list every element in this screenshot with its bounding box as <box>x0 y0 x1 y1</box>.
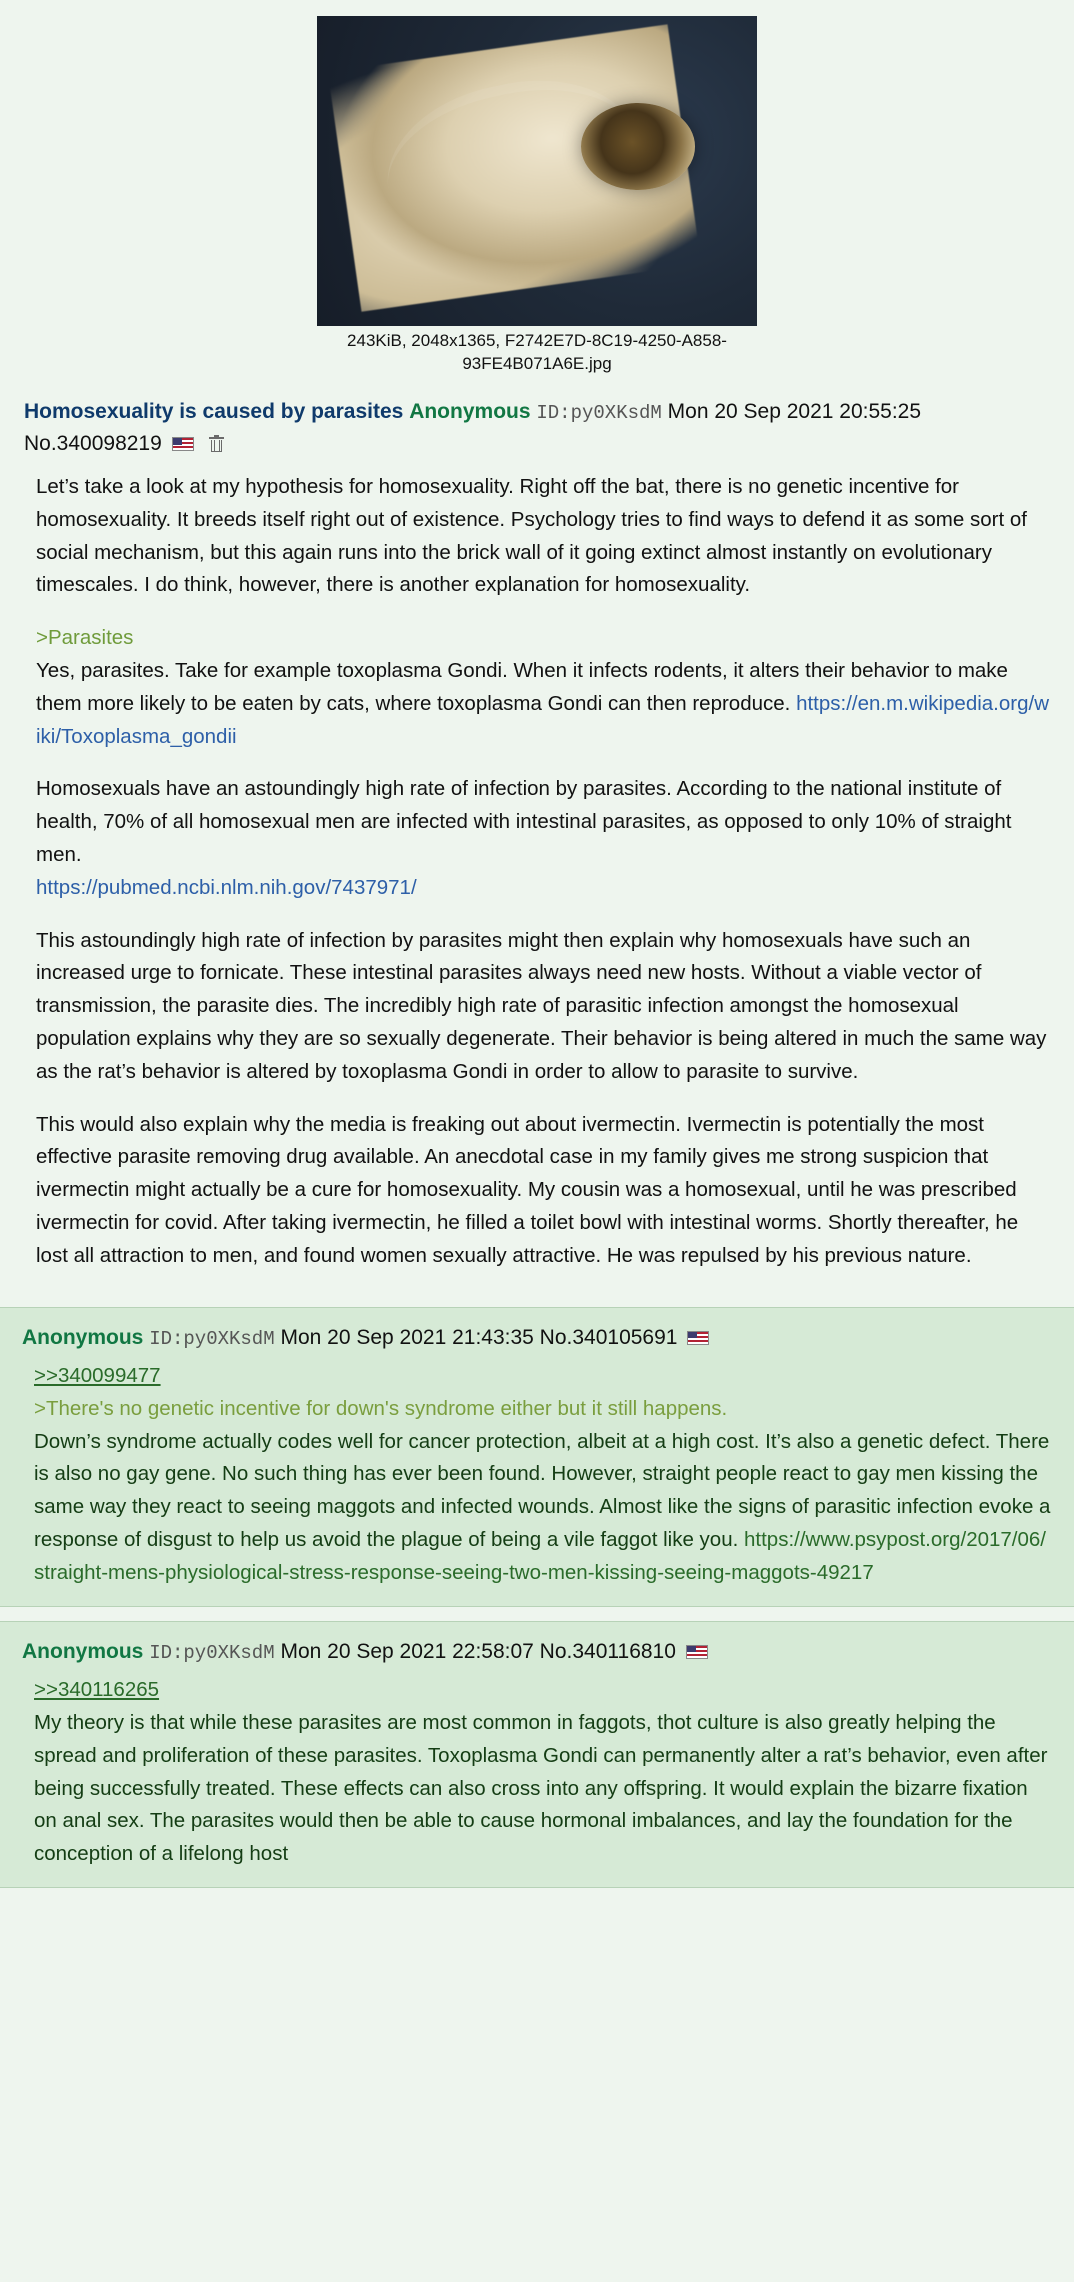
greentext-line: >There's no genetic incentive for down's syndrome either but it still happens. <box>34 1396 728 1420</box>
op-post-body <box>36 471 1050 1273</box>
op-post <box>0 380 1074 1293</box>
reply-text <box>34 1426 1052 1590</box>
psypost-link[interactable]: https://www.psypost.org/2017/06/straight-mens-physiological-stress-response-seeing-two-men-kissing-seeing-maggots-49217 <box>34 1528 1046 1584</box>
op-paragraph-4: This astoundingly high rate of infection by parasites might then explain why homosexuals have such an increased urge to fornicate. These intestinal parasites always need new hosts. Without a viable vector of transmission, the parasite dies. The incredibly high rate of parasitic infection amongst the homosexual population explains why they are so sexually degenerate. Their behavior is being altered in much the same way as the rat’s behavior is altered by toxoplasma Gondi in order to allow to parasite to survive. <box>36 928 1047 1083</box>
post-author-name: Anonymous <box>409 399 531 423</box>
op-paragraph-3 <box>36 773 1050 904</box>
us-flag-icon <box>687 1331 709 1345</box>
post-number-link[interactable]: No.340105691 <box>539 1325 678 1349</box>
post-number-link[interactable]: No.340116810 <box>539 1639 676 1663</box>
post-author-name: Anonymous <box>22 1639 144 1663</box>
pubmed-link[interactable]: https://pubmed.ncbi.nlm.nih.gov/7437971/ <box>36 875 417 899</box>
post-date: Mon 20 Sep 2021 21:43:35 <box>280 1325 534 1349</box>
post-date: Mon 20 Sep 2021 22:58:07 <box>280 1639 534 1663</box>
poster-id[interactable]: ID:py0XKsdM <box>149 1327 275 1350</box>
op-file-block <box>0 16 1074 380</box>
poster-id[interactable]: ID:py0XKsdM <box>149 1641 275 1664</box>
op-image-thumbnail[interactable] <box>317 16 757 326</box>
reply-post-body <box>34 1674 1052 1871</box>
reply-post <box>0 1621 1074 1888</box>
post-author-name: Anonymous <box>22 1325 144 1349</box>
op-paragraph-5: This would also explain why the media is freaking out about ivermectin. Ivermectin is potentially the most effective parasite removing drug available. An anecdotal case in my family gives me strong suspicion that ivermectin might actually be a cure for homosexuality. My cousin was a homosexual, until he was prescribed ivermectin for covid. After taking ivermectin, he filled a toilet bowl with intestinal worms. Shortly thereafter, he lost all attraction to men, and found women sexually attractive. He was repulsed by his previous nature. <box>36 1112 1019 1267</box>
op-paragraph-2-text: Yes, parasites. Take for example toxoplasma Gondi. When it infects rodents, it alters their behavior to make them more likely to be eaten by cats, where toxoplasma Gondi can then reproduce. <box>36 658 1008 715</box>
op-paragraph-1: Let’s take a look at my hypothesis for homosexuality. Right off the bat, there is no genetic incentive for homosexuality. It breeds itself right out of existence. Psychology tries to find ways to defend it as some sort of social mechanism, but this again runs into the brick wall of it going extinct almost instantly on evolutionary timescales. I do think, however, there is another explanation for homosexuality. <box>36 474 1027 597</box>
wikipedia-link[interactable]: https://en.m.wikipedia.org/wiki/Toxoplasma_gondii <box>36 691 1050 748</box>
reply-post <box>0 1307 1074 1607</box>
quote-backlink[interactable]: >>340099477 <box>34 1364 161 1388</box>
quote-backlink[interactable]: >>340116265 <box>34 1678 160 1702</box>
reply-text: My theory is that while these parasites are most common in faggots, thot culture is also greatly helping the spread and proliferation of these parasites. Toxoplasma Gondi can permanently alter a rat’s behavior, even after being successfully treated. These effects can also cross into any offspring. It would explain the bizarre fixation on anal sex. The parasites would then be able to cause hormonal imbalances, and lay the foundation for the conception of a lifelong host <box>34 1710 1048 1866</box>
us-flag-icon <box>172 437 194 451</box>
post-number-link[interactable]: No.340098219 <box>24 432 162 456</box>
file-metadata: 243KiB, 2048x1365, F2742E7D-8C19-4250-A858-93FE4B071A6E.jpg <box>347 331 727 373</box>
reply-post-header <box>22 1636 1052 1669</box>
reply-body-text: Down’s syndrome actually codes well for cancer protection, albeit at a high cost. It’s also a genetic defect. There is also no gay gene. No such thing has ever been found. However, straight people react to gay men kissing the same way they react to seeing maggots and infected wounds. Almost like the signs of parasitic infection evoke a response of disgust to help us avoid the plague of being a vile faggot like you. <box>34 1429 1051 1552</box>
op-paragraph-2 <box>36 622 1050 753</box>
reply-post-body <box>34 1360 1052 1590</box>
us-flag-icon <box>686 1645 708 1659</box>
op-paragraph-3-text: Homosexuals have an astoundingly high rate of infection by parasites. According to the national institute of health, 70% of all homosexual men are infected with intestinal parasites, as opposed to only 10% of straight men. <box>36 777 1012 866</box>
reply-post-header <box>22 1322 1052 1355</box>
greentext-line: >Parasites <box>36 626 134 650</box>
post-subject: Homosexuality is caused by parasites <box>24 399 404 423</box>
image-worm-head <box>581 103 695 190</box>
poster-id[interactable]: ID:py0XKsdM <box>536 401 662 424</box>
post-date: Mon 20 Sep 2021 20:55:25 <box>667 399 922 423</box>
trash-icon[interactable] <box>209 436 224 453</box>
op-post-header <box>24 396 1050 461</box>
